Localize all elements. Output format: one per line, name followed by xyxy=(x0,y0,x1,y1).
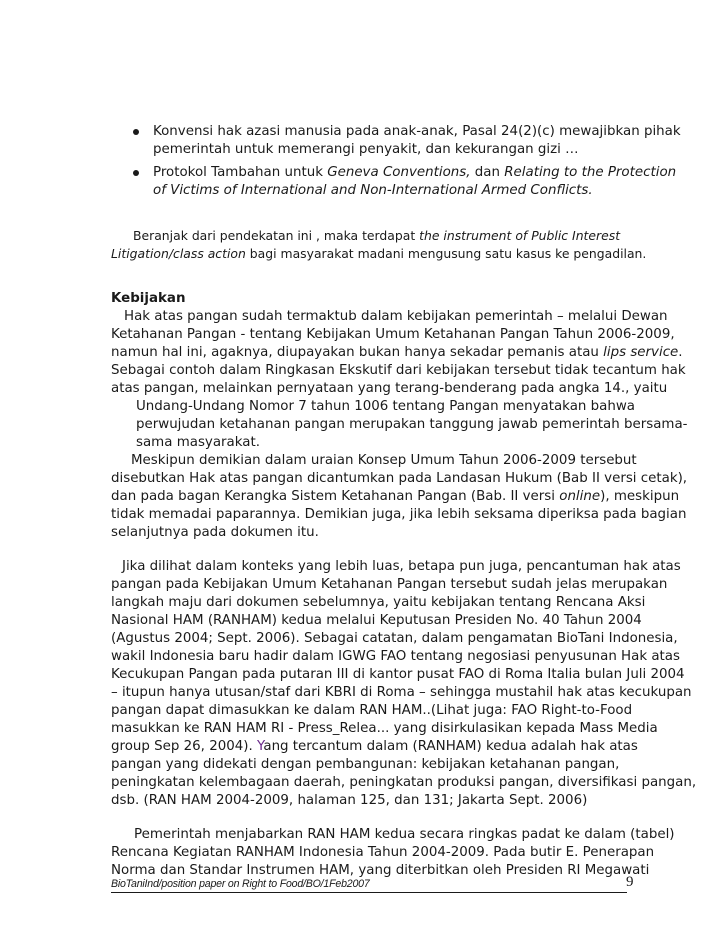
bullet-2-line-1 xyxy=(153,164,676,182)
paragraph-line: Norma dan Standar Instrumen HAM, yang diterbitkan oleh Presiden RI Megawati xyxy=(111,863,650,878)
bullet-dot xyxy=(133,170,139,176)
paragraph-line: dsb. (RAN HAM 2004-2009, halaman 125, dan 131; Jakarta Sept. 2006) xyxy=(111,793,588,808)
paragraph-text: . xyxy=(678,345,683,360)
bullet-dot xyxy=(133,129,139,135)
bullet-2-italic: Relating to the Protection xyxy=(504,165,677,180)
paragraph-italic: online xyxy=(559,489,601,504)
paragraph-line xyxy=(111,344,683,362)
bullet-2-italic: Geneva Conventions, xyxy=(327,165,471,180)
quote-line: perwujudan ketahanan pangan merupakan tanggung jawab pemerintah bersama- xyxy=(136,417,688,432)
paragraph-italic: lips service xyxy=(603,345,679,360)
paragraph-line: pangan yang didekati dengan pembangunan: kebijakan ketahanan pangan, xyxy=(111,757,620,772)
intro-text: bagi masyarakat madani mengusung satu kasus ke pengadilan. xyxy=(245,246,647,261)
intro-italic: Litigation/class action xyxy=(111,246,246,261)
intro-text: Beranjak dari pendekatan ini , maka terdapat xyxy=(133,228,420,243)
intro-line-2 xyxy=(111,245,646,263)
quote-line: Undang-Undang Nomor 7 tahun 1006 tentang Pangan menyatakan bahwa xyxy=(136,399,636,414)
bullet-2-italic: of Victims of International and Non-International Armed Conflicts. xyxy=(153,183,593,198)
section-heading: Kebijakan xyxy=(111,291,186,306)
bullet-2-text: Protokol Tambahan untuk xyxy=(153,165,328,180)
paragraph-line: atas pangan, melainkan pernyataan yang terang-benderang pada angka 14., yaitu xyxy=(111,381,668,396)
highlighted-letter: Y xyxy=(252,739,264,754)
intro-line-1 xyxy=(133,227,620,245)
paragraph-line: pangan pada Kebijakan Umum Ketahanan Pangan tersebut sudah jelas merupakan xyxy=(111,577,668,592)
footer-source: BioTaniInd/position paper on Right to Food/BO/1Feb2007 xyxy=(111,878,370,890)
paragraph-line xyxy=(111,488,679,506)
paragraph-line: (Agustus 2004; Sept. 2006). Sebagai catatan, dalam pengamatan BioTani Indonesia, xyxy=(111,631,678,646)
bullet-2-text: dan xyxy=(470,165,505,180)
paragraph-line: Sebagai contoh dalam Ringkasan Ekskutif dari kebijakan tersebut tidak tecantum hak xyxy=(111,363,686,378)
paragraph-line: Nasional HAM (RANHAM) kedua melalui Keputusan Presiden No. 40 Tahun 2004 xyxy=(111,613,642,628)
paragraph-line: tidak memadai paparannya. Demikian juga, jika lebih seksama diperiksa pada bagian xyxy=(111,507,687,522)
paragraph-line: Rencana Kegiatan RANHAM Indonesia Tahun 2004-2009. Pada butir E. Penerapan xyxy=(111,845,655,860)
paragraph-line: langkah maju dari dokumen sebelumnya, yaitu kebijakan tentang Rencana Aksi xyxy=(111,595,646,610)
intro-italic: the instrument of Public Interest xyxy=(419,228,621,243)
paragraph-text: ), meskipun xyxy=(600,489,680,504)
bullet-1-line-2: pemerintah untuk memerangi penyakit, dan kekurangan gizi … xyxy=(153,142,579,157)
paragraph-line: Kecukupan Pangan pada putaran III di kantor pusat FAO di Roma Italia bulan Juli 2004 xyxy=(111,667,685,682)
paragraph-line: Ketahanan Pangan - tentang Kebijakan Umum Ketahanan Pangan Tahun 2006-2009, xyxy=(111,327,675,342)
paragraph-line: selanjutnya pada dokumen itu. xyxy=(111,525,319,540)
quote-line: sama masyarakat. xyxy=(136,435,260,450)
bullet-2-line-2 xyxy=(153,182,593,200)
paragraph-text: namun hal ini, agaknya, diupayakan bukan hanya sekadar pemanis atau xyxy=(111,345,604,360)
paragraph-line: peningkatan kelembagaan daerah, peningkatan produksi pangan, diversifikasi pangan, xyxy=(111,775,697,790)
paragraph-line: Pemerintah menjabarkan RAN HAM kedua secara ringkas padat ke dalam (tabel) xyxy=(134,827,675,842)
paragraph-text: group Sep 26, 2004). xyxy=(111,739,253,754)
paragraph-line: pangan dapat dimasukkan ke dalam RAN HAM..(Lihat juga: FAO Right-to-Food xyxy=(111,703,633,718)
paragraph-text: dan pada bagan Kerangka Sistem Ketahanan Pangan (Bab. II versi xyxy=(111,489,560,504)
paragraph-line: masukkan ke RAN HAM RI - Press_Relea... yang disirkulasikan kepada Mass Media xyxy=(111,721,658,736)
footer-rule xyxy=(111,892,627,893)
paragraph-line xyxy=(111,738,638,756)
paragraph-text: ang tercantum dalam (RANHAM) kedua adalah hak atas xyxy=(263,739,638,754)
bullet-1-line-1: Konvensi hak azasi manusia pada anak-anak, Pasal 24(2)(c) mewajibkan pihak xyxy=(153,124,681,139)
paragraph-line: Meskipun demikian dalam uraian Konsep Umum Tahun 2006-2009 tersebut xyxy=(131,453,637,468)
page-number: 9 xyxy=(626,874,634,890)
paragraph-line: – itupun hanya utusan/staf dari KBRI di Roma – sehingga mustahil hak atas kecukupan xyxy=(111,685,692,700)
paragraph-line: wakil Indonesia baru hadir dalam IGWG FAO tentang negosiasi penyusunan Hak atas xyxy=(111,649,680,664)
paragraph-line: Hak atas pangan sudah termaktub dalam kebijakan pemerintah – melalui Dewan xyxy=(124,309,668,324)
paragraph-line: Jika dilihat dalam konteks yang lebih luas, betapa pun juga, pencantuman hak atas xyxy=(122,559,681,574)
paragraph-line: disebutkan Hak atas pangan dicantumkan pada Landasan Hukum (Bab II versi cetak), xyxy=(111,471,688,486)
